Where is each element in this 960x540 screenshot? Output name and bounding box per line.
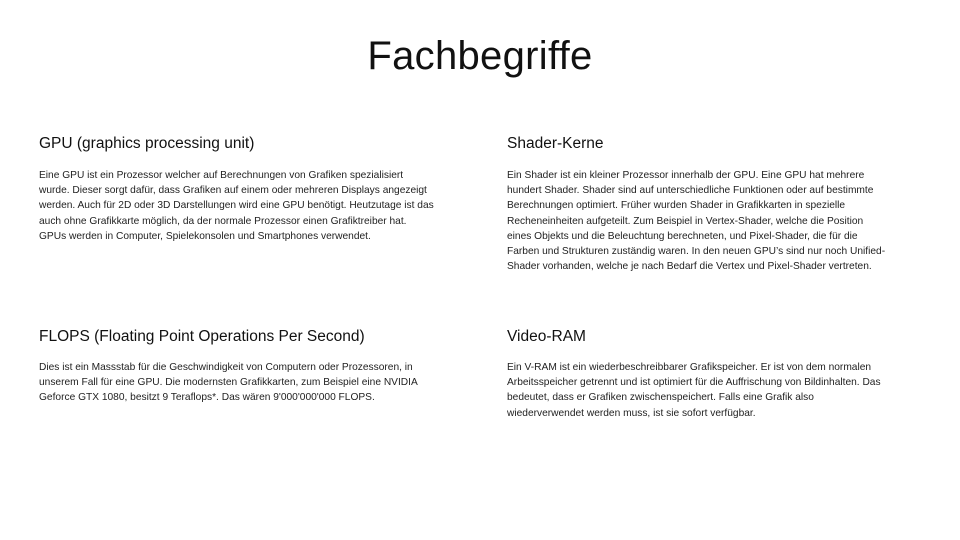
slide-title: Fachbegriffe — [367, 34, 593, 78]
section-vram — [507, 327, 887, 421]
section-flops — [39, 327, 434, 406]
section-heading-shader: Shader-Kerne — [507, 135, 604, 152]
section-heading-flops: FLOPS (Floating Point Operations Per Second) — [39, 328, 365, 345]
section-gpu — [39, 134, 434, 244]
section-shader — [507, 134, 887, 274]
section-text-vram: Ein V-RAM ist ein wiederbeschreibbarer Grafikspeicher. Er ist von dem normalen Arbeitsspeicher getrennt und ist optimiert für die Auffrischung von Bildinhalten. Das bedeutet, dass er Grafiken zwischenspeichert. Falls eine Grafik also wiederverwendet werden muss, ist sie sofort verfügbar. — [507, 362, 881, 419]
section-heading-gpu: GPU (graphics processing unit) — [39, 135, 255, 152]
section-heading-vram: Video-RAM — [507, 328, 586, 345]
section-text-gpu: Eine GPU ist ein Prozessor welcher auf Berechnungen von Grafiken spezialisiert wurde. Dieser sorgt dafür, dass Grafiken auf einem oder mehreren Displays angezeigt werden. Auch für 2D oder 3D Darstellungen wird eine GPU benötigt. Heutzutage ist das auch ohne Grafikkarte möglich, da der normale Prozessor einen Grafiktreiber hat. GPUs werden in Computer, Spielekonsolen und Smartphones verwendet. — [39, 170, 434, 242]
section-text-shader: Ein Shader ist ein kleiner Prozessor innerhalb der GPU. Eine GPU hat mehrere hundert Shader. Shader sind auf unterschiedliche Funktionen oder auf bestimmte Berechnungen optimiert. Früher wurden Shader in Grafikkarten in spezielle Recheneinheiten aufgeteilt. Zum Beispiel in Vertex-Shader, welche die Position eines Objekts und die Beleuchtung berechneten, und Pixel-Shader, die für die Farben und Strukturen zuständig waren. In den neuen GPU’s sind nur noch Unified-Shader vorhanden, welche je nach Bedarf die Vertex und Pixel-Shader vertreten. — [507, 170, 886, 273]
section-text-flops: Dies ist ein Massstab für die Geschwindigkeit von Computern oder Prozessoren, in unserem Fall für eine GPU. Die modernsten Grafikkarten, zum Beispiel eine NVIDIA Geforce GTX 1080, besitzt 9 Teraflops*. Das wären 9'000'000'000 FLOPS. — [39, 362, 418, 404]
